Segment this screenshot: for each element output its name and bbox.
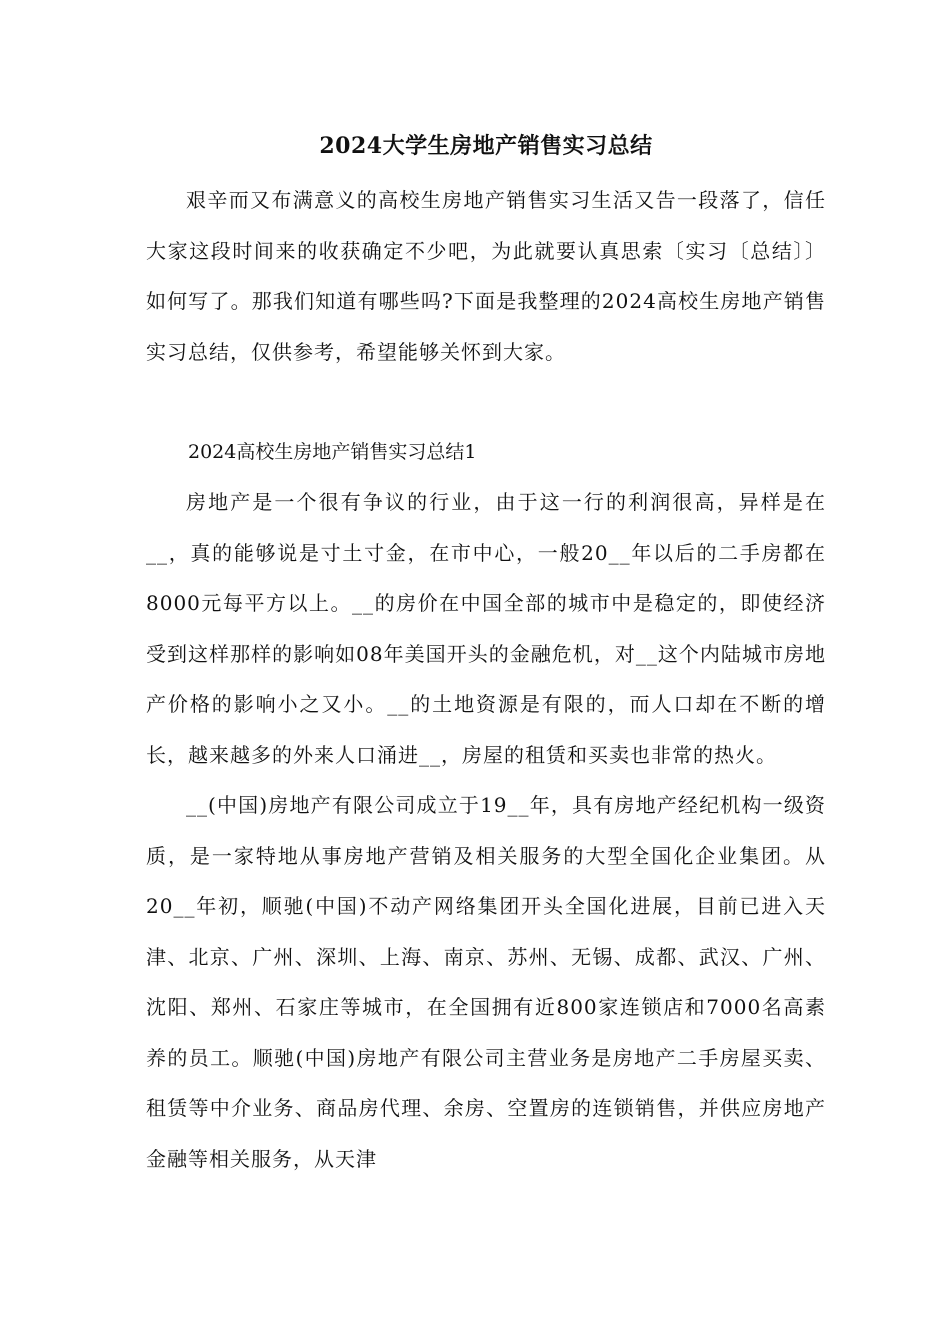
document-page bbox=[146, 130, 826, 1184]
section-heading: 2024高校生房地产销售实习总结1 bbox=[188, 441, 477, 463]
intro-paragraph: 艰辛而又布满意义的高校生房地产销售实习生活又告一段落了，信任大家这段时间来的收获确定不少吧，为此就要认真思索〔实习〔总结〕〕如何写了。那我们知道有哪些吗?下面是我整理的2024高校生房地产销售实习总结，仅供参考，希望能够关怀到大家。 bbox=[146, 188, 826, 364]
body-paragraph-1: 房地产是一个很有争议的行业，由于这一行的利润很高，异样是在__，真的能够说是寸土寸金，在市中心，一般20__年以后的二手房都在8000元每平方以上。__的房价在中国全部的城市中是稳定的，即使经济受到这样那样的影响如08年美国开头的金融危机，对__这个内陆城市房地产价格的影响小之又小。__的土地资源是有限的，而人口却在不断的增长，越来越多的外来人口涌进__，房屋的租赁和买卖也非常的热火。 bbox=[146, 490, 826, 767]
body-paragraph-2: __(中国)房地产有限公司成立于19__年，具有房地产经纪机构一级资质，是一家特地从事房地产营销及相关服务的大型全国化企业集团。从20__年初，顺驰(中国)不动产网络集团开头全国化进展，目前已进入天津、北京、广州、深圳、上海、南京、苏州、无锡、成都、武汉、广州、沈阳、郑州、石家庄等城市，在全国拥有近800家连锁店和7000名高素养的员工。顺驰(中国)房地产有限公司主营业务是房地产二手房屋买卖、租赁等中介业务、商品房代理、余房、空置房的连锁销售，并供应房地产金融等相关服务，从天津 bbox=[146, 793, 826, 1171]
document-title: 2024大学生房地产销售实习总结 bbox=[319, 133, 653, 159]
paragraph-spacer bbox=[146, 377, 826, 427]
